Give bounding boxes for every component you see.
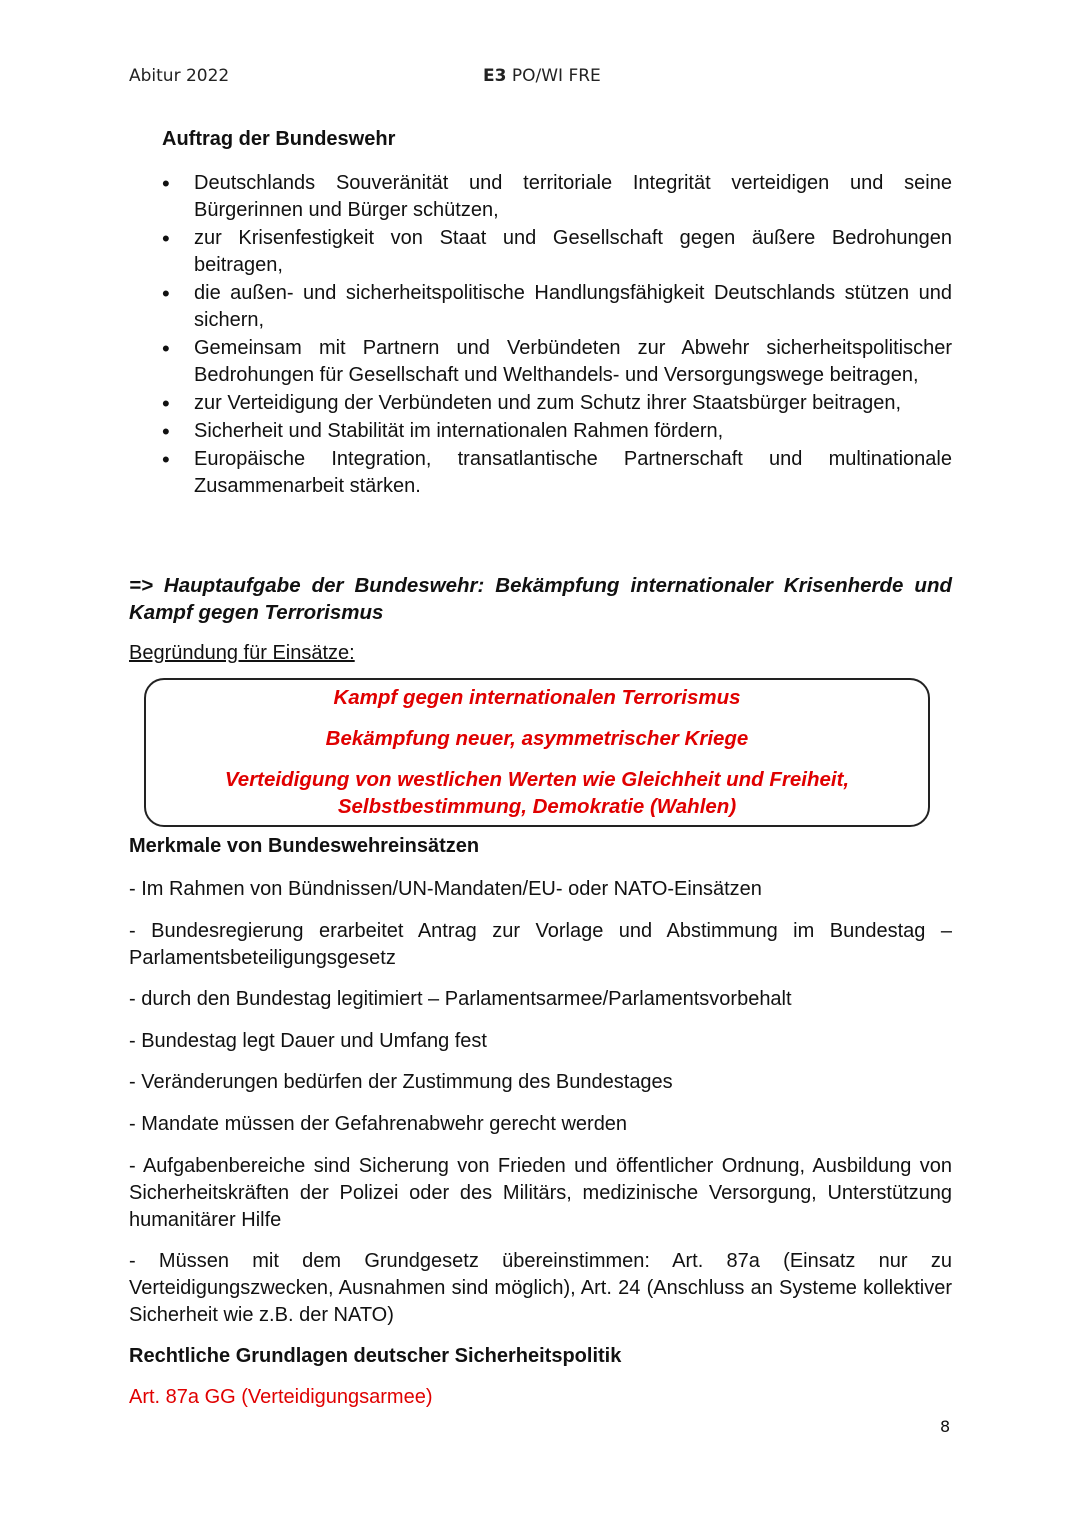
header-course-code: E3 [483,66,507,86]
merkmal-item: - Bundestag legt Dauer und Umfang fest [129,1030,487,1052]
hauptaufgabe-statement: => Hauptaufgabe der Bundeswehr: Bekämpfung internationaler Krisenherde und Kampf gegen Terrorismus [129,574,952,624]
list-item: • zur Verteidigung der Verbündeten und zum Schutz ihrer Staatsbürger beitragen, [162,390,952,417]
header-center [483,66,601,86]
list-item: • Europäische Integration, transatlantische Partnerschaft und multinationale Zusammenarbeit stärken. [162,446,952,500]
rechtliche-title: Rechtliche Grundlagen deutscher Sicherheitspolitik [129,1345,622,1367]
list-item: • zur Krisenfestigkeit von Staat und Gesellschaft gegen äußere Bedrohungen beitragen, [162,225,952,279]
rechtliche-item: Art. 87a GG (Verteidigungsarmee) [129,1386,433,1408]
merkmal-item: - Mandate müssen der Gefahrenabwehr gerecht werden [129,1113,628,1135]
begruendung-line: Verteidigung von westlichen Werten wie Gleichheit und Freiheit, [224,768,850,791]
list-item: • Deutschlands Souveränität und territoriale Integrität verteidigen und seine Bürgerinnen und Bürger schützen, [162,170,952,224]
merkmal-item: - Veränderungen bedürfen der Zustimmung des Bundestages [129,1071,673,1093]
list-item: • die außen- und sicherheitspolitische Handlungsfähigkeit Deutschlands stützen und sichern, [162,280,952,334]
begruendung-label: Begründung für Einsätze: [129,642,355,664]
begruendung-line: Bekämpfung neuer, asymmetrischer Kriege [325,727,749,750]
merkmal-item: - Aufgabenbereiche sind Sicherung von Frieden und öffentlicher Ordnung, Ausbildung von Sicherheitskräften der Polizei oder des Militärs, medizinische Versorgung, Unterstützung humanitärer Hilfe [129,1155,952,1231]
header-left: Abitur 2022 [129,66,230,86]
auftrag-title: Auftrag der Bundeswehr [162,128,396,150]
merkmal-item: - Müssen mit dem Grundgesetz übereinstimmen: Art. 87a (Einsatz nur zu Verteidigungszwecken, Ausnahmen sind möglich), Art. 24 (Anschluss an Systeme kollektiver Sicherheit wie z.B. der NATO) [129,1250,952,1326]
merkmal-item: - Bundesregierung erarbeitet Antrag zur Vorlage und Abstimmung im Bundestag – Parlamentsbeteiligungsgesetz [129,920,952,969]
page-number: 8 [940,1417,951,1436]
merkmale-title: Merkmale von Bundeswehreinsätzen [129,835,480,857]
list-item: • Gemeinsam mit Partnern und Verbündeten zur Abwehr sicherheitspolitischer Bedrohungen für Gesellschaft und Welthandels- und Versorgungswege beitragen, [162,335,952,389]
begruendung-line: Selbstbestimmung, Demokratie (Wahlen) [337,795,737,818]
begruendung-line: Kampf gegen internationalen Terrorismus [333,686,741,709]
begruendung-box [144,678,930,827]
auftrag-list [162,170,952,501]
list-item: • Sicherheit und Stabilität im internationalen Rahmen fördern, [162,418,952,445]
merkmal-item: - Im Rahmen von Bündnissen/UN-Mandaten/EU- oder NATO-Einsätzen [129,878,762,900]
header-course-rest: PO/WI FRE [506,66,601,86]
merkmal-item: - durch den Bundestag legitimiert – Parlamentsarmee/Parlamentsvorbehalt [129,988,792,1010]
